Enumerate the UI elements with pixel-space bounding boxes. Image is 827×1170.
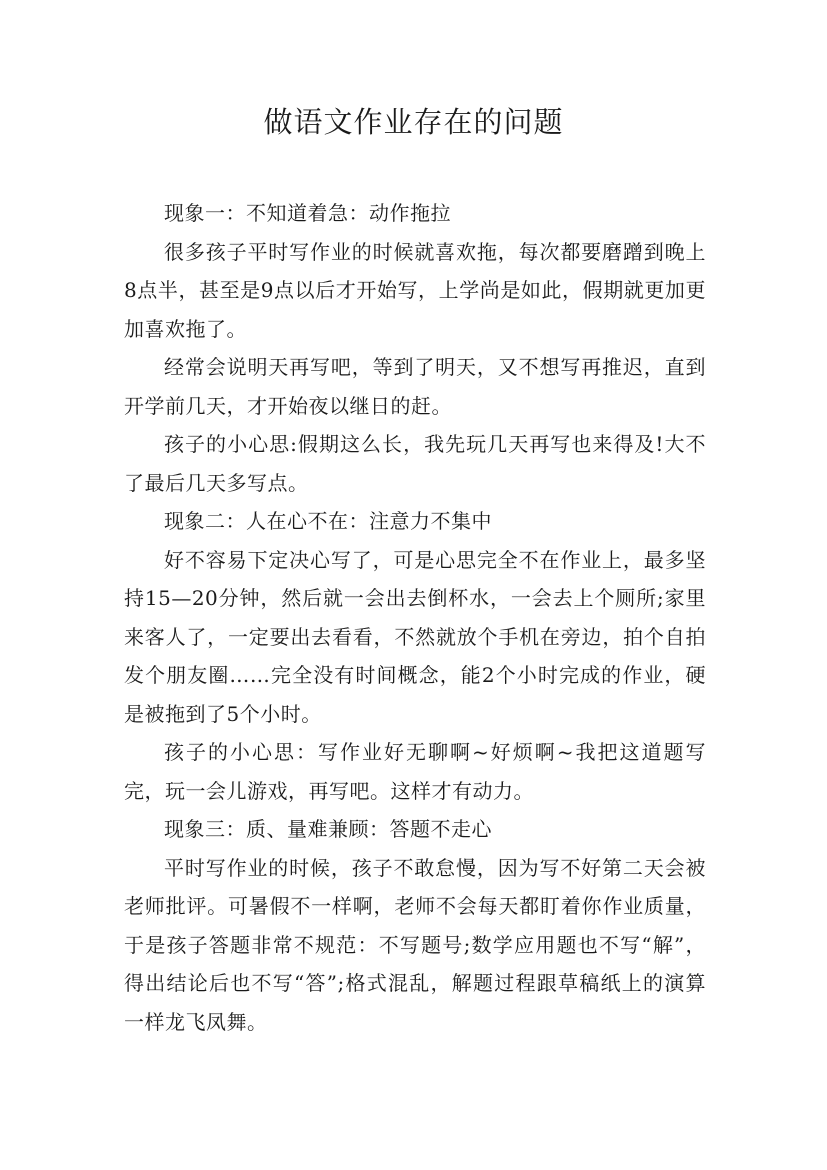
document-body — [124, 194, 706, 1041]
paragraph: 孩子的小心思:假期这么长，我先玩几天再写也来得及!大不了最后几天多写点。 — [124, 432, 706, 495]
paragraph: 孩子的小心思：写作业好无聊啊~好烦啊~我把这道题写完，玩一会儿游戏，再写吧。这样才有动力。 — [124, 740, 706, 803]
paragraph: 经常会说明天再写吧，等到了明天，又不想写再推迟，直到开学前几天，才开始夜以继日的赶。 — [124, 355, 706, 418]
section-heading-3: 现象三：质、量难兼顾：答题不走心 — [164, 817, 492, 841]
paragraph: 好不容易下定决心写了，可是心思完全不在作业上，最多坚持15—20分钟，然后就一会出去倒杯水，一会去上个厕所;家里来客人了，一定要出去看看，不然就放个手机在旁边，拍个自拍发个朋友圈……完全没有时间概念，能2个小时完成的作业，硬是被拖到了5个小时。 — [124, 547, 706, 726]
section-heading-1: 现象一：不知道着急：动作拖拉 — [164, 201, 451, 225]
paragraph: 平时写作业的时候，孩子不敢怠慢，因为写不好第二天会被老师批评。可暑假不一样啊，老师不会每天都盯着你作业质量，于是孩子答题非常不规范：不写题号;数学应用题也不写“解”，得出结论后也不写“答”;格式混乱，解题过程跟草稿纸上的演算一样龙飞凤舞。 — [124, 855, 706, 1034]
section-heading-2: 现象二：人在心不在：注意力不集中 — [164, 509, 492, 533]
document-title: 做语文作业存在的问题 — [263, 105, 564, 139]
paragraph: 很多孩子平时写作业的时候就喜欢拖，每次都要磨蹭到晚上8点半，甚至是9点以后才开始写，上学尚是如此，假期就更加更加喜欢拖了。 — [124, 239, 706, 341]
